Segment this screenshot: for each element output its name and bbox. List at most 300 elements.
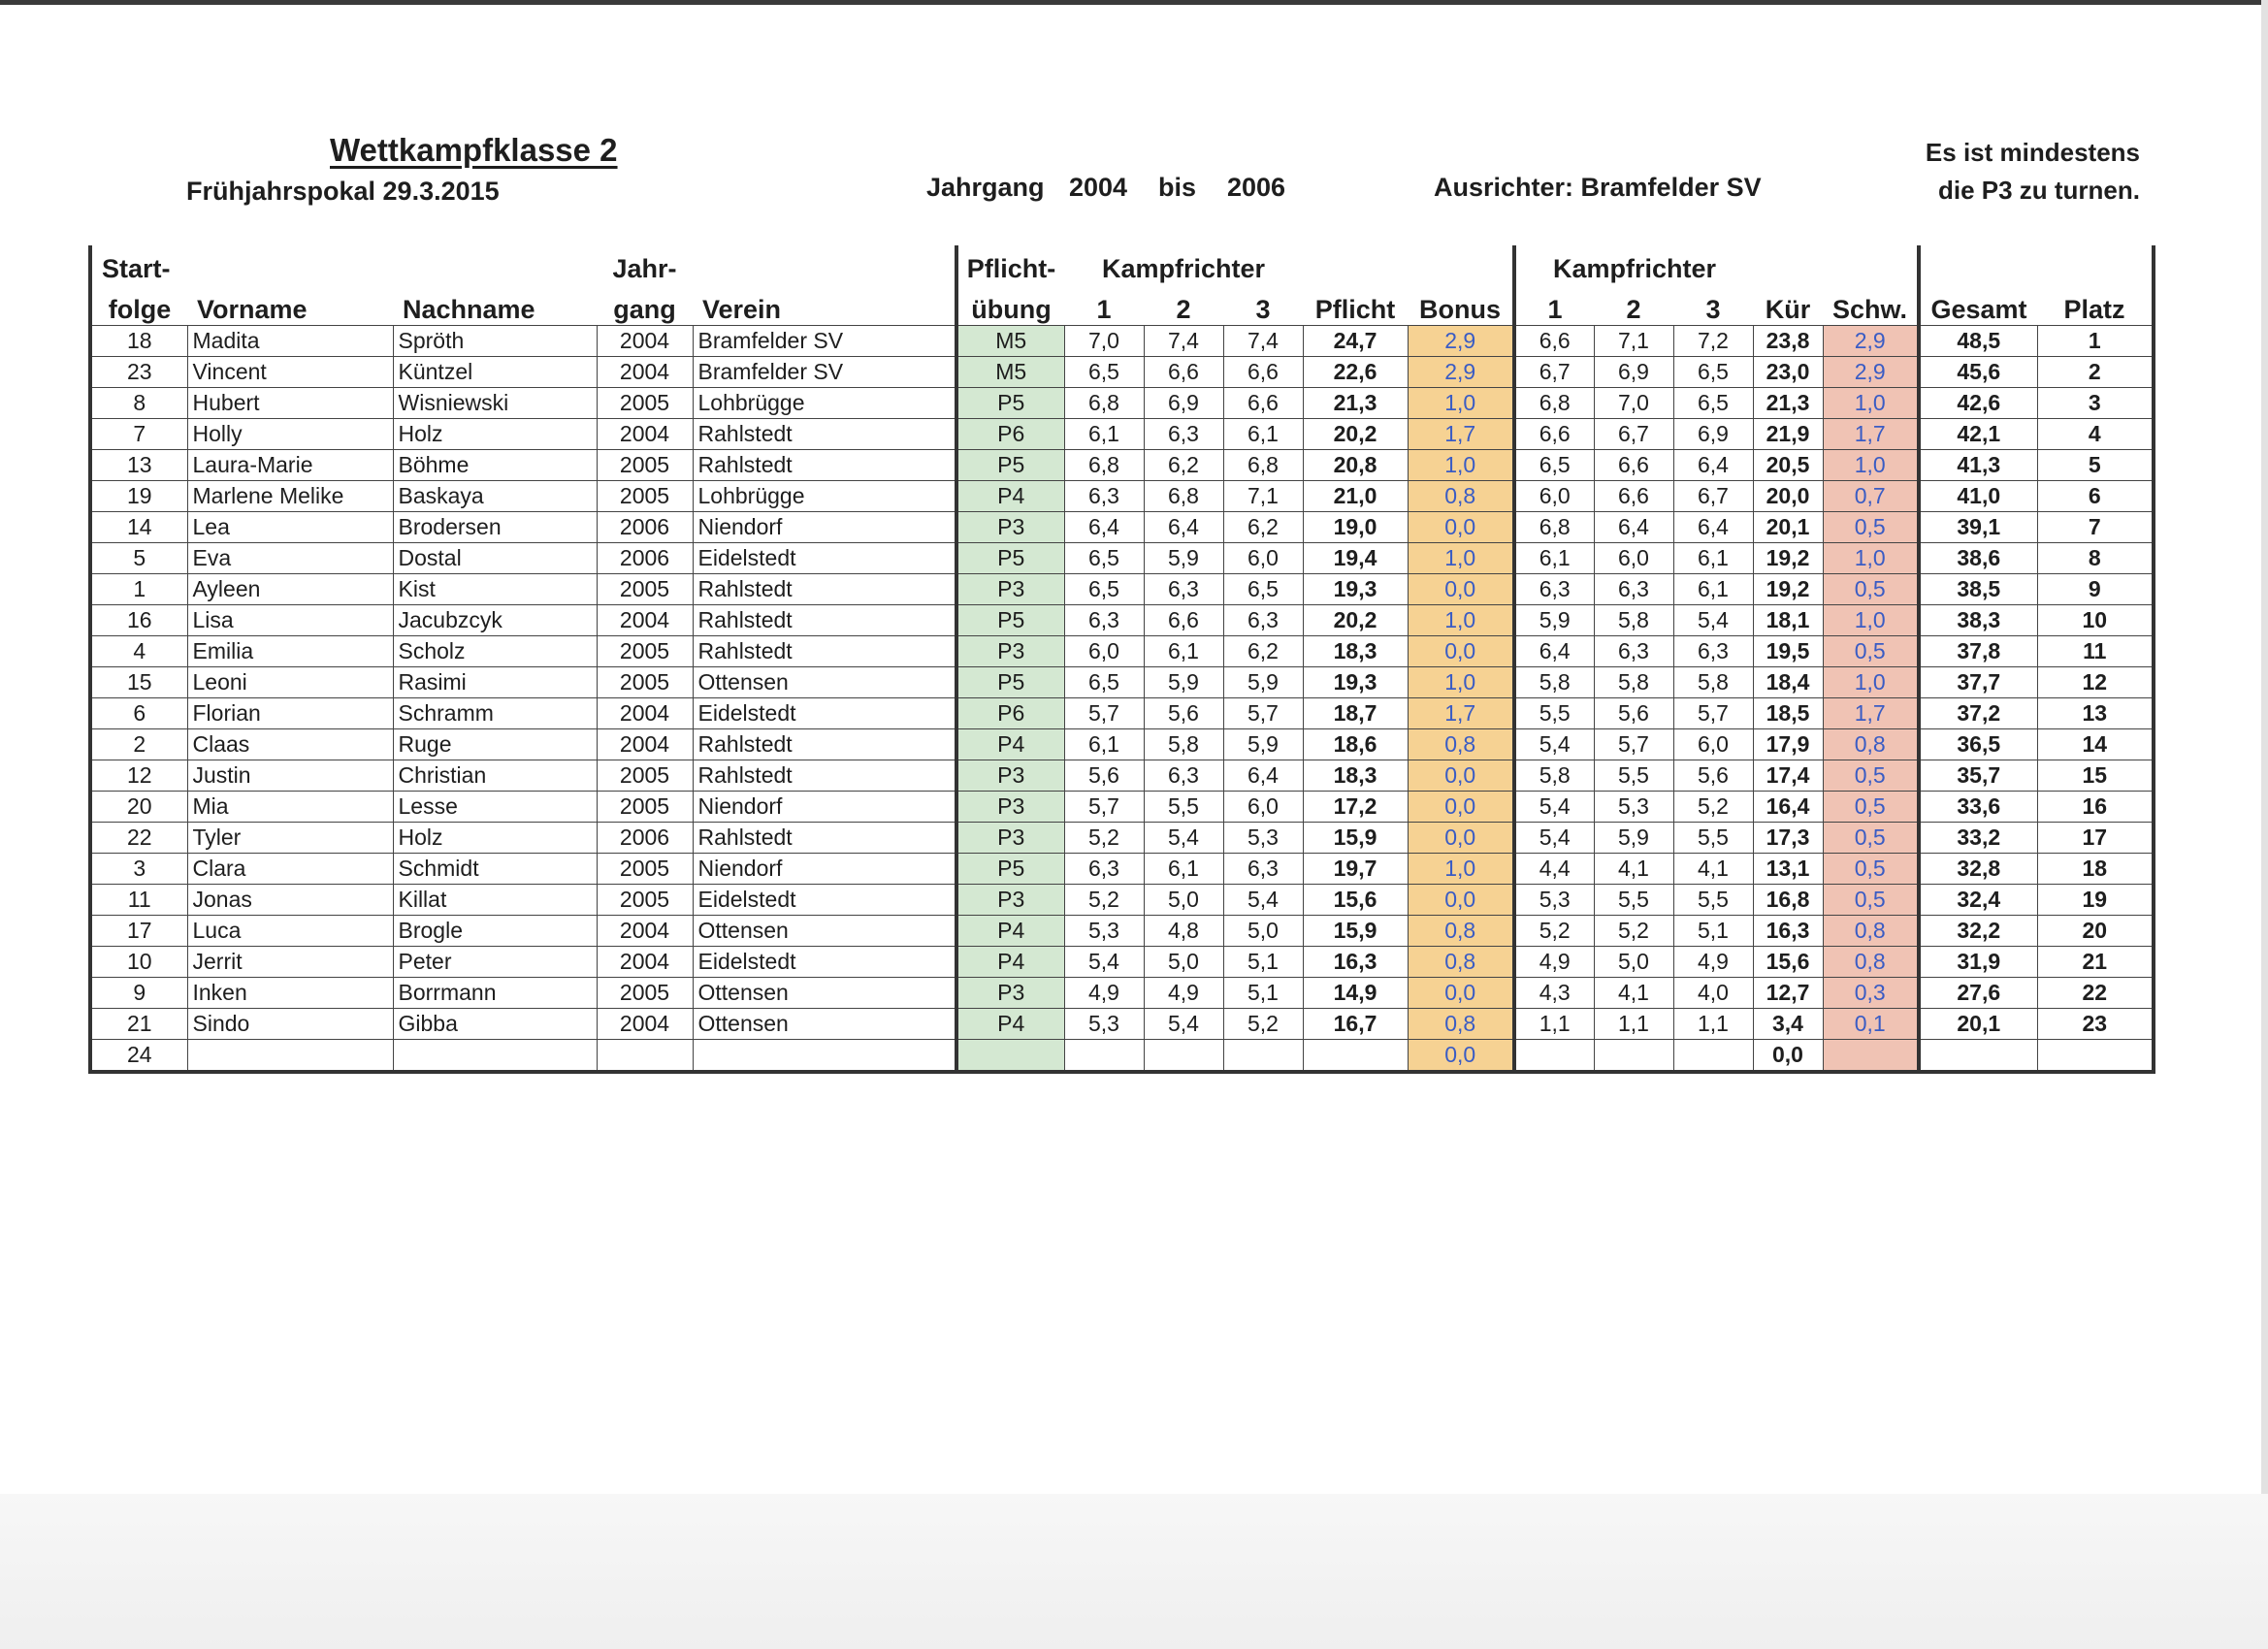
cell-vorname: [187, 1040, 393, 1073]
cell-pflicht-k2: 4,8: [1144, 916, 1223, 947]
header-pflicht-1: Pflicht-: [956, 245, 1064, 284]
cell-pflicht-k1: 5,3: [1064, 916, 1144, 947]
cell-platz: 8: [2037, 543, 2154, 574]
cell-kuer-k1: 6,1: [1514, 543, 1594, 574]
cell-pflichtuebung: P6: [956, 419, 1064, 450]
cell-jahrgang: 2005: [597, 760, 693, 792]
cell-vorname: Clara: [187, 854, 393, 885]
cell-pflicht-k1: 5,7: [1064, 698, 1144, 729]
cell-kuer-score: 20,5: [1753, 450, 1823, 481]
cell-kuer-k1: 5,8: [1514, 760, 1594, 792]
header-pflicht-k2: 2: [1144, 284, 1223, 326]
cell-gesamt: 36,5: [1919, 729, 2037, 760]
cell-gesamt: 27,6: [1919, 978, 2037, 1009]
cell-start-number: 12: [90, 760, 187, 792]
cell-pflichtuebung: M5: [956, 357, 1064, 388]
cell-jahrgang: 2004: [597, 357, 693, 388]
requirement-note-line-1: Es ist mindestens: [1925, 138, 2140, 167]
table-row: [90, 792, 2154, 823]
cell-kuer-k1: [1514, 1040, 1594, 1073]
table-row: [90, 419, 2154, 450]
cell-kuer-k1: 5,5: [1514, 698, 1594, 729]
cell-pflicht-k3: 5,0: [1223, 916, 1303, 947]
cell-start-number: 20: [90, 792, 187, 823]
cell-jahrgang: 2005: [597, 636, 693, 667]
cell-kuer-k1: 6,0: [1514, 481, 1594, 512]
cell-kuer-k1: 5,4: [1514, 792, 1594, 823]
cell-pflicht-k1: 5,7: [1064, 792, 1144, 823]
cell-nachname: Dostal: [393, 543, 597, 574]
cell-kuer-k1: 5,3: [1514, 885, 1594, 916]
cell-vorname: Leoni: [187, 667, 393, 698]
cell-platz: 5: [2037, 450, 2154, 481]
cell-jahrgang: 2004: [597, 698, 693, 729]
cell-pflichtuebung: P4: [956, 729, 1064, 760]
cell-kuer-k2: 7,1: [1594, 326, 1673, 357]
cell-nachname: Borrmann: [393, 978, 597, 1009]
cell-kuer-score: 17,9: [1753, 729, 1823, 760]
cell-nachname: Rasimi: [393, 667, 597, 698]
cell-pflicht-k3: 6,0: [1223, 543, 1303, 574]
cell-pflicht-k2: 6,1: [1144, 636, 1223, 667]
cell-platz: 4: [2037, 419, 2154, 450]
cell-bonus: 1,0: [1408, 605, 1514, 636]
cell-pflichtuebung: P3: [956, 760, 1064, 792]
cell-platz: 17: [2037, 823, 2154, 854]
cell-pflichtuebung: P6: [956, 698, 1064, 729]
cell-kuer-k1: 5,9: [1514, 605, 1594, 636]
cell-bonus: 0,0: [1408, 574, 1514, 605]
cell-gesamt: 32,2: [1919, 916, 2037, 947]
cell-pflichtuebung: P5: [956, 388, 1064, 419]
cell-pflicht-k3: [1223, 1040, 1303, 1073]
cell-pflicht-k2: 6,4: [1144, 512, 1223, 543]
cell-kuer-k1: 5,4: [1514, 729, 1594, 760]
header-platz: Platz: [2037, 284, 2154, 326]
cell-nachname: Holz: [393, 823, 597, 854]
cell-pflicht-k1: 6,3: [1064, 605, 1144, 636]
cell-platz: 9: [2037, 574, 2154, 605]
cell-nachname: Christian: [393, 760, 597, 792]
cell-bonus: 0,8: [1408, 729, 1514, 760]
cell-start-number: 17: [90, 916, 187, 947]
cell-pflicht-score: 19,3: [1303, 667, 1408, 698]
cell-kuer-score: 23,8: [1753, 326, 1823, 357]
header-pflicht: Pflicht: [1303, 284, 1408, 326]
cell-nachname: Böhme: [393, 450, 597, 481]
cell-pflicht-k3: 6,5: [1223, 574, 1303, 605]
cell-kuer-k2: 4,1: [1594, 854, 1673, 885]
cell-platz: 18: [2037, 854, 2154, 885]
cell-kuer-k2: 5,5: [1594, 760, 1673, 792]
jahrgang-label: Jahrgang: [926, 173, 1045, 202]
cell-jahrgang: 2004: [597, 729, 693, 760]
cell-platz: 12: [2037, 667, 2154, 698]
cell-start-number: 24: [90, 1040, 187, 1073]
cell-pflicht-k2: 6,6: [1144, 357, 1223, 388]
cell-bonus: 2,9: [1408, 326, 1514, 357]
cell-schwierigkeit: 0,8: [1823, 916, 1919, 947]
cell-kuer-k3: 6,5: [1673, 388, 1753, 419]
cell-vorname: Luca: [187, 916, 393, 947]
cell-jahrgang: 2005: [597, 792, 693, 823]
cell-gesamt: 38,6: [1919, 543, 2037, 574]
document-title: Wettkampfklasse 2: [330, 132, 618, 168]
cell-kuer-score: 0,0: [1753, 1040, 1823, 1073]
cell-pflicht-k1: 6,5: [1064, 357, 1144, 388]
cell-kuer-score: 18,1: [1753, 605, 1823, 636]
cell-pflicht-k1: 7,0: [1064, 326, 1144, 357]
header-jahrgang-1: Jahr-: [612, 254, 677, 283]
cell-gesamt: 41,0: [1919, 481, 2037, 512]
cell-kuer-score: 21,3: [1753, 388, 1823, 419]
cell-pflicht-k3: 7,1: [1223, 481, 1303, 512]
cell-pflicht-score: 24,7: [1303, 326, 1408, 357]
cell-pflicht-k2: 4,9: [1144, 978, 1223, 1009]
cell-kuer-score: 18,4: [1753, 667, 1823, 698]
cell-verein: Lohbrügge: [693, 481, 956, 512]
cell-kuer-k2: 5,9: [1594, 823, 1673, 854]
cell-kuer-k2: 5,6: [1594, 698, 1673, 729]
cell-bonus: 1,0: [1408, 667, 1514, 698]
cell-kuer-k2: 5,7: [1594, 729, 1673, 760]
cell-pflicht-k3: 6,6: [1223, 357, 1303, 388]
cell-pflicht-k3: 5,3: [1223, 823, 1303, 854]
cell-pflicht-score: 18,6: [1303, 729, 1408, 760]
cell-gesamt: 42,6: [1919, 388, 2037, 419]
cell-pflicht-k3: 5,4: [1223, 885, 1303, 916]
cell-pflicht-k1: 6,1: [1064, 419, 1144, 450]
cell-pflicht-k3: 5,9: [1223, 729, 1303, 760]
cell-kuer-k2: 6,0: [1594, 543, 1673, 574]
cell-gesamt: 37,8: [1919, 636, 2037, 667]
cell-pflicht-k3: 5,7: [1223, 698, 1303, 729]
cell-start-number: 11: [90, 885, 187, 916]
requirement-note-line-2: die P3 zu turnen.: [1937, 176, 2140, 205]
cell-kuer-k2: 5,0: [1594, 947, 1673, 978]
cell-pflicht-score: 19,7: [1303, 854, 1408, 885]
cell-pflichtuebung: P3: [956, 636, 1064, 667]
cell-kuer-k1: 6,3: [1514, 574, 1594, 605]
cell-pflichtuebung: P3: [956, 978, 1064, 1009]
cell-pflicht-k1: 4,9: [1064, 978, 1144, 1009]
cell-gesamt: 37,7: [1919, 667, 2037, 698]
cell-bonus: 1,0: [1408, 854, 1514, 885]
cell-vorname: Sindo: [187, 1009, 393, 1040]
cell-kuer-score: 17,3: [1753, 823, 1823, 854]
cell-pflicht-k2: [1144, 1040, 1223, 1073]
scan-edge-right: [2261, 0, 2268, 1494]
cell-pflicht-k3: 5,1: [1223, 947, 1303, 978]
cell-kuer-k3: 6,9: [1673, 419, 1753, 450]
cell-vorname: Jonas: [187, 885, 393, 916]
cell-kuer-score: 12,7: [1753, 978, 1823, 1009]
cell-nachname: Kist: [393, 574, 597, 605]
cell-pflicht-k2: 6,2: [1144, 450, 1223, 481]
cell-verein: Niendorf: [693, 512, 956, 543]
cell-jahrgang: 2005: [597, 574, 693, 605]
cell-pflicht-k1: 6,3: [1064, 481, 1144, 512]
cell-pflicht-k1: 6,4: [1064, 512, 1144, 543]
cell-kuer-k1: 5,4: [1514, 823, 1594, 854]
cell-pflichtuebung: M5: [956, 326, 1064, 357]
cell-pflicht-k1: 6,5: [1064, 543, 1144, 574]
cell-verein: Rahlstedt: [693, 605, 956, 636]
cell-pflicht-k2: 5,4: [1144, 823, 1223, 854]
cell-pflicht-k1: 6,8: [1064, 450, 1144, 481]
cell-pflicht-k1: 6,3: [1064, 854, 1144, 885]
cell-gesamt: 32,8: [1919, 854, 2037, 885]
cell-jahrgang: 2005: [597, 388, 693, 419]
cell-kuer-score: 20,0: [1753, 481, 1823, 512]
cell-schwierigkeit: 2,9: [1823, 326, 1919, 357]
cell-schwierigkeit: 0,5: [1823, 854, 1919, 885]
cell-vorname: Vincent: [187, 357, 393, 388]
cell-kuer-k1: 6,8: [1514, 512, 1594, 543]
cell-kuer-score: 20,1: [1753, 512, 1823, 543]
cell-kuer-k1: 6,5: [1514, 450, 1594, 481]
cell-start-number: 9: [90, 978, 187, 1009]
cell-kuer-k1: 6,4: [1514, 636, 1594, 667]
cell-kuer-k3: 5,4: [1673, 605, 1753, 636]
cell-gesamt: 39,1: [1919, 512, 2037, 543]
cell-kuer-score: 19,2: [1753, 574, 1823, 605]
scan-shadow-bottom: [0, 1494, 2268, 1649]
header-pflicht-2: übung: [956, 284, 1064, 326]
cell-vorname: Justin: [187, 760, 393, 792]
cell-vorname: Jerrit: [187, 947, 393, 978]
cell-verein: Eidelstedt: [693, 885, 956, 916]
cell-gesamt: 41,3: [1919, 450, 2037, 481]
cell-kuer-k1: 4,3: [1514, 978, 1594, 1009]
header-kuer-k3: 3: [1673, 284, 1753, 326]
cell-kuer-score: 19,2: [1753, 543, 1823, 574]
cell-pflicht-k1: 5,3: [1064, 1009, 1144, 1040]
cell-vorname: Emilia: [187, 636, 393, 667]
cell-pflicht-k2: 6,1: [1144, 854, 1223, 885]
cell-platz: 23: [2037, 1009, 2154, 1040]
cell-nachname: Scholz: [393, 636, 597, 667]
cell-pflicht-score: 16,3: [1303, 947, 1408, 978]
cell-start-number: 8: [90, 388, 187, 419]
cell-pflicht-k1: 5,6: [1064, 760, 1144, 792]
cell-pflicht-k2: 5,8: [1144, 729, 1223, 760]
cell-kuer-k3: [1673, 1040, 1753, 1073]
cell-start-number: 7: [90, 419, 187, 450]
cell-platz: 6: [2037, 481, 2154, 512]
cell-schwierigkeit: 0,3: [1823, 978, 1919, 1009]
cell-verein: Ottensen: [693, 916, 956, 947]
cell-gesamt: 33,6: [1919, 792, 2037, 823]
cell-pflicht-k3: 6,6: [1223, 388, 1303, 419]
cell-nachname: Baskaya: [393, 481, 597, 512]
cell-kuer-k3: 5,6: [1673, 760, 1753, 792]
cell-schwierigkeit: 0,5: [1823, 885, 1919, 916]
cell-kuer-k3: 5,2: [1673, 792, 1753, 823]
cell-kuer-k2: 6,3: [1594, 574, 1673, 605]
requirement-note: [1926, 134, 2140, 210]
cell-kuer-k3: 6,1: [1673, 574, 1753, 605]
cell-kuer-score: 19,5: [1753, 636, 1823, 667]
cell-schwierigkeit: 0,8: [1823, 729, 1919, 760]
cell-bonus: 0,0: [1408, 760, 1514, 792]
cell-kuer-k3: 5,5: [1673, 885, 1753, 916]
cell-start-number: 14: [90, 512, 187, 543]
cell-bonus: 0,8: [1408, 1009, 1514, 1040]
cell-kuer-score: 16,3: [1753, 916, 1823, 947]
cell-nachname: Küntzel: [393, 357, 597, 388]
cell-kuer-k2: 5,5: [1594, 885, 1673, 916]
cell-pflicht-score: 19,0: [1303, 512, 1408, 543]
cell-verein: Ottensen: [693, 1009, 956, 1040]
header-bonus: Bonus: [1408, 284, 1514, 326]
cell-gesamt: 33,2: [1919, 823, 2037, 854]
table-row: [90, 729, 2154, 760]
table-row: [90, 854, 2154, 885]
cell-kuer-k1: 1,1: [1514, 1009, 1594, 1040]
cell-pflicht-score: 21,0: [1303, 481, 1408, 512]
cell-platz: 15: [2037, 760, 2154, 792]
cell-schwierigkeit: 0,5: [1823, 792, 1919, 823]
cell-kuer-k2: 5,2: [1594, 916, 1673, 947]
cell-platz: 22: [2037, 978, 2154, 1009]
jahrgang-to: 2006: [1227, 173, 1286, 202]
cell-kuer-k2: 6,6: [1594, 450, 1673, 481]
table-row: [90, 947, 2154, 978]
results-body: [90, 326, 2154, 1073]
cell-vorname: Tyler: [187, 823, 393, 854]
cell-pflicht-k2: 6,9: [1144, 388, 1223, 419]
header-gesamt: Gesamt: [1919, 284, 2037, 326]
cell-platz: 21: [2037, 947, 2154, 978]
cell-nachname: Brodersen: [393, 512, 597, 543]
cell-gesamt: 31,9: [1919, 947, 2037, 978]
cell-pflicht-k2: 6,6: [1144, 605, 1223, 636]
cell-vorname: Claas: [187, 729, 393, 760]
cell-kuer-k3: 5,7: [1673, 698, 1753, 729]
cell-gesamt: 32,4: [1919, 885, 2037, 916]
cell-vorname: Eva: [187, 543, 393, 574]
header-verein: Verein: [693, 284, 956, 326]
cell-nachname: Jacubzcyk: [393, 605, 597, 636]
cell-vorname: Madita: [187, 326, 393, 357]
cell-jahrgang: [597, 1040, 693, 1073]
cell-verein: Ottensen: [693, 978, 956, 1009]
cell-platz: 19: [2037, 885, 2154, 916]
cell-bonus: 1,7: [1408, 419, 1514, 450]
cell-gesamt: 38,5: [1919, 574, 2037, 605]
cell-jahrgang: 2005: [597, 978, 693, 1009]
cell-schwierigkeit: 1,7: [1823, 698, 1919, 729]
cell-kuer-k2: 4,1: [1594, 978, 1673, 1009]
cell-kuer-score: 21,9: [1753, 419, 1823, 450]
cell-schwierigkeit: 0,7: [1823, 481, 1919, 512]
cell-vorname: Holly: [187, 419, 393, 450]
cell-jahrgang: 2006: [597, 823, 693, 854]
cell-bonus: 0,0: [1408, 885, 1514, 916]
cell-pflicht-score: 18,7: [1303, 698, 1408, 729]
cell-kuer-score: 3,4: [1753, 1009, 1823, 1040]
cell-pflichtuebung: P3: [956, 823, 1064, 854]
cell-pflicht-score: 20,8: [1303, 450, 1408, 481]
cell-pflicht-k3: 6,2: [1223, 636, 1303, 667]
cell-pflicht-k3: 6,1: [1223, 419, 1303, 450]
cell-pflicht-k3: 6,3: [1223, 605, 1303, 636]
cell-schwierigkeit: 0,5: [1823, 574, 1919, 605]
header-nachname: Nachname: [393, 284, 597, 326]
cell-schwierigkeit: 0,1: [1823, 1009, 1919, 1040]
cell-kuer-k3: 4,9: [1673, 947, 1753, 978]
cell-kuer-score: 16,4: [1753, 792, 1823, 823]
cell-jahrgang: 2004: [597, 326, 693, 357]
cell-bonus: 0,0: [1408, 1040, 1514, 1073]
cell-pflicht-k2: 5,6: [1144, 698, 1223, 729]
cell-schwierigkeit: 0,5: [1823, 823, 1919, 854]
cell-jahrgang: 2006: [597, 543, 693, 574]
cell-platz: 7: [2037, 512, 2154, 543]
cell-gesamt: 38,3: [1919, 605, 2037, 636]
table-row: [90, 605, 2154, 636]
cell-pflicht-score: 16,7: [1303, 1009, 1408, 1040]
header-kuer-k2: 2: [1594, 284, 1673, 326]
cell-platz: 13: [2037, 698, 2154, 729]
cell-jahrgang: 2005: [597, 450, 693, 481]
cell-verein: Lohbrügge: [693, 388, 956, 419]
cell-pflichtuebung: P3: [956, 792, 1064, 823]
cell-pflicht-score: 22,6: [1303, 357, 1408, 388]
cell-nachname: Holz: [393, 419, 597, 450]
cell-vorname: Lisa: [187, 605, 393, 636]
cell-kuer-score: 15,6: [1753, 947, 1823, 978]
cell-gesamt: 20,1: [1919, 1009, 2037, 1040]
cell-kuer-k3: 5,5: [1673, 823, 1753, 854]
cell-vorname: Hubert: [187, 388, 393, 419]
cell-verein: Bramfelder SV: [693, 357, 956, 388]
cell-jahrgang: 2004: [597, 605, 693, 636]
cell-platz: 20: [2037, 916, 2154, 947]
cell-kuer-k2: 5,3: [1594, 792, 1673, 823]
header-pflicht-k1: 1: [1064, 284, 1144, 326]
cell-schwierigkeit: 0,5: [1823, 760, 1919, 792]
cell-pflicht-score: 19,3: [1303, 574, 1408, 605]
cell-start-number: 18: [90, 326, 187, 357]
cell-pflichtuebung: P4: [956, 481, 1064, 512]
cell-kuer-k2: 6,7: [1594, 419, 1673, 450]
table-row: [90, 326, 2154, 357]
table-row: [90, 885, 2154, 916]
cell-pflichtuebung: P3: [956, 574, 1064, 605]
cell-pflicht-k2: 5,5: [1144, 792, 1223, 823]
cell-pflicht-k3: 6,2: [1223, 512, 1303, 543]
header-startfolge-2: folge: [90, 284, 187, 326]
cell-pflicht-k1: 5,2: [1064, 885, 1144, 916]
table-row: [90, 698, 2154, 729]
cell-kuer-k1: 5,8: [1514, 667, 1594, 698]
cell-pflicht-k2: 5,4: [1144, 1009, 1223, 1040]
cell-pflichtuebung: P5: [956, 605, 1064, 636]
table-row: [90, 667, 2154, 698]
cell-bonus: 2,9: [1408, 357, 1514, 388]
cell-schwierigkeit: 0,8: [1823, 947, 1919, 978]
cell-kuer-k3: 6,4: [1673, 512, 1753, 543]
cell-gesamt: [1919, 1040, 2037, 1073]
table-row: [90, 512, 2154, 543]
cell-verein: Rahlstedt: [693, 419, 956, 450]
cell-pflicht-score: 21,3: [1303, 388, 1408, 419]
cell-start-number: 6: [90, 698, 187, 729]
cell-schwierigkeit: [1823, 1040, 1919, 1073]
cell-kuer-k2: 6,9: [1594, 357, 1673, 388]
